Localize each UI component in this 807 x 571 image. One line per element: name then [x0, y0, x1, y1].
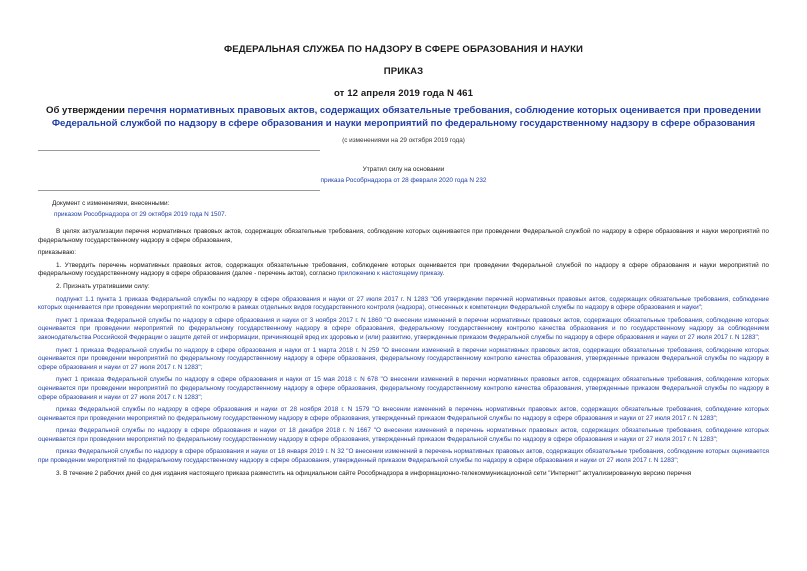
repealed-item-link[interactable]: пункт 1 приказа Федеральной службы по надзору в сфере образования и науки от 1 марта 2018 г. N 259 "О внесении изменений в перечни нормативных правовых актов, содержащих обязательные требования, соблюдение которых оценивается при проведении мероприятий по федеральному государственному надзору в сфере образования, федеральному государственному контролю качества образования, утвержденные приказом Федеральной службы по надзору в сфере образования и науки от 27 июля 2017 г. N 1283"; — [38, 346, 769, 371]
doc-changes-label: Документ с изменениями, внесенными: — [52, 200, 170, 207]
document-date: от 12 апреля 2019 года N 461 — [333, 88, 474, 99]
paragraph-text: 1. Утвердить перечень нормативных правовых актов, содержащих обязательные требования, соблюдение которых оценивается при проведении Федеральной службой по надзору в сфере образования и науки мероприятий по федеральному государственному надзору в сфере образования (далее - перечень актов), согласно — [38, 261, 769, 278]
organization-heading: ФЕДЕРАЛЬНАЯ СЛУЖБА ПО НАДЗОРУ В СФЕРЕ ОБРАЗОВАНИЯ И НАУКИ — [223, 44, 584, 55]
paragraph: 2. Признать утратившими силу: — [56, 282, 150, 290]
lost-force-note — [0, 164, 807, 186]
title-prefix: Об утверждении — [45, 105, 128, 116]
repealed-item-link[interactable]: приказ Федеральной службы по надзору в сфере образования и науки от 18 декабря 2018 г. N 1667 "О внесении изменений в перечень нормативных правовых актов, содержащих обязательные требования, соблюдение которых оценивается при проведении мероприятий по федеральному государственному надзору в сфере образования, утвержденный приказом Федеральной службы по надзору в сфере образования и науки от 27 июля 2017 г. N 1283"; — [38, 427, 769, 443]
title-link[interactable]: перечня нормативных правовых актов, содержащих обязательные требования, соблюдение которых оценивается при проведении Федеральной службой по надзору в сфере образования и науки мероприятий по федеральному государственному надзору в сфере образования — [51, 105, 762, 129]
divider-bottom — [38, 190, 320, 191]
repealed-item-link[interactable]: пункт 1 приказа Федеральной службы по надзору в сфере образования и науки от 15 мая 2018 г. N 678 "О внесении изменений в перечни нормативных правовых актов, содержащих обязательные требования, соблюдение которых оценивается при проведении мероприятий по федеральному государственному надзору в сфере образования, федеральному государственному контролю качества образования, утвержденные приказом Федеральной службы по надзору в сфере образования и науки от 27 июля 2017 г. N 1283"; — [38, 376, 769, 401]
repealed-item-link[interactable]: приказ Федеральной службы по надзору в сфере образования и науки от 18 января 2019 г. N 32 "О внесении изменений в перечень нормативных правовых актов, содержащих обязательные требования, соблюдение которых оценивается при проведении мероприятий по федеральному государственному надзору в сфере образования, утвержденный приказом Федеральной службы по надзору в сфере образования и науки от 27 июля 2017 г. N 1283"; — [38, 448, 769, 465]
repealed-item-link[interactable]: пункт 1 приказа Федеральной службы по надзору в сфере образования и науки от 3 ноября 2017 г. N 1860 "О внесении изменений в перечни нормативных правовых актов, содержащих обязательные требования, соблюдение которых оценивается при проведении мероприятий по федеральному государственному надзору в сфере образования, федеральному государственному контролю качества образования и по государственному надзору за соблюдением законодательства Российской Федерации о защите детей от информации, причиняющей вред их здоровью и (или) развитию, утвержденные приказом Федеральной службы по надзору в сфере образования и науки от 27 июля 2017 г. N 1283"; — [38, 316, 769, 341]
doc-changes-link[interactable]: приказом Рособрнадзора от 29 октября 2019 года N 1507. — [54, 211, 227, 218]
appendix-link[interactable]: приложению к настоящему приказу — [337, 270, 443, 278]
document-title — [38, 104, 769, 130]
lost-force-link[interactable]: приказа Рособрнадзора от 28 февраля 2020 года N 232 — [320, 177, 487, 184]
paragraph-text: . — [442, 270, 445, 278]
paragraph: 3. В течение 2 рабочих дней со дня издания настоящего приказа разместить на официальном сайте Рособрнадзора в информационно-телекоммуникационной сети "Интернет" актуализированную версию перечня — [56, 469, 692, 477]
paragraph: В целях актуализации перечня нормативных правовых актов, содержащих обязательные требования, соблюдение которых оценивается при проведении Федеральной службой по надзору в сфере образования и науки мероприятий по федеральному государственному надзору в сфере образования, — [38, 228, 769, 244]
doc-changes-box — [52, 198, 227, 220]
paragraph: приказываю: — [38, 249, 76, 257]
repealed-item-link[interactable]: приказ Федеральной службы по надзору в сфере образования и науки от 28 ноября 2018 г. N 1579 "О внесении изменений в перечень нормативных правовых актов, содержащих обязательные требования, соблюдение которых оценивается при проведении мероприятий по федеральному государственному надзору в сфере образования, утвержденный приказом Федеральной службы по надзору в сфере образования и науки от 27 июля 2017 г. N 1283"; — [38, 406, 769, 422]
paragraph — [38, 262, 769, 279]
document-body — [38, 228, 769, 482]
lost-force-text: Утратил силу на основании — [362, 166, 445, 173]
divider-top — [38, 150, 320, 151]
repealed-item-link[interactable]: подпункт 1.1 пункта 1 приказа Федеральной службы по надзору в сфере образования и науки от 27 июля 2017 г. N 1283 "Об утверждении перечней нормативных правовых актов, содержащих обязательные требования, соблюдение которых оценивается при проведении мероприятий по контролю в рамках отдельных видов государственного контроля (надзора), отнесенных к компетенции Федеральной службы по надзору в сфере образования и науки"; — [38, 295, 769, 312]
document-kind: ПРИКАЗ — [383, 66, 424, 77]
amendment-note: (с изменениями на 29 октября 2019 года) — [342, 137, 465, 144]
